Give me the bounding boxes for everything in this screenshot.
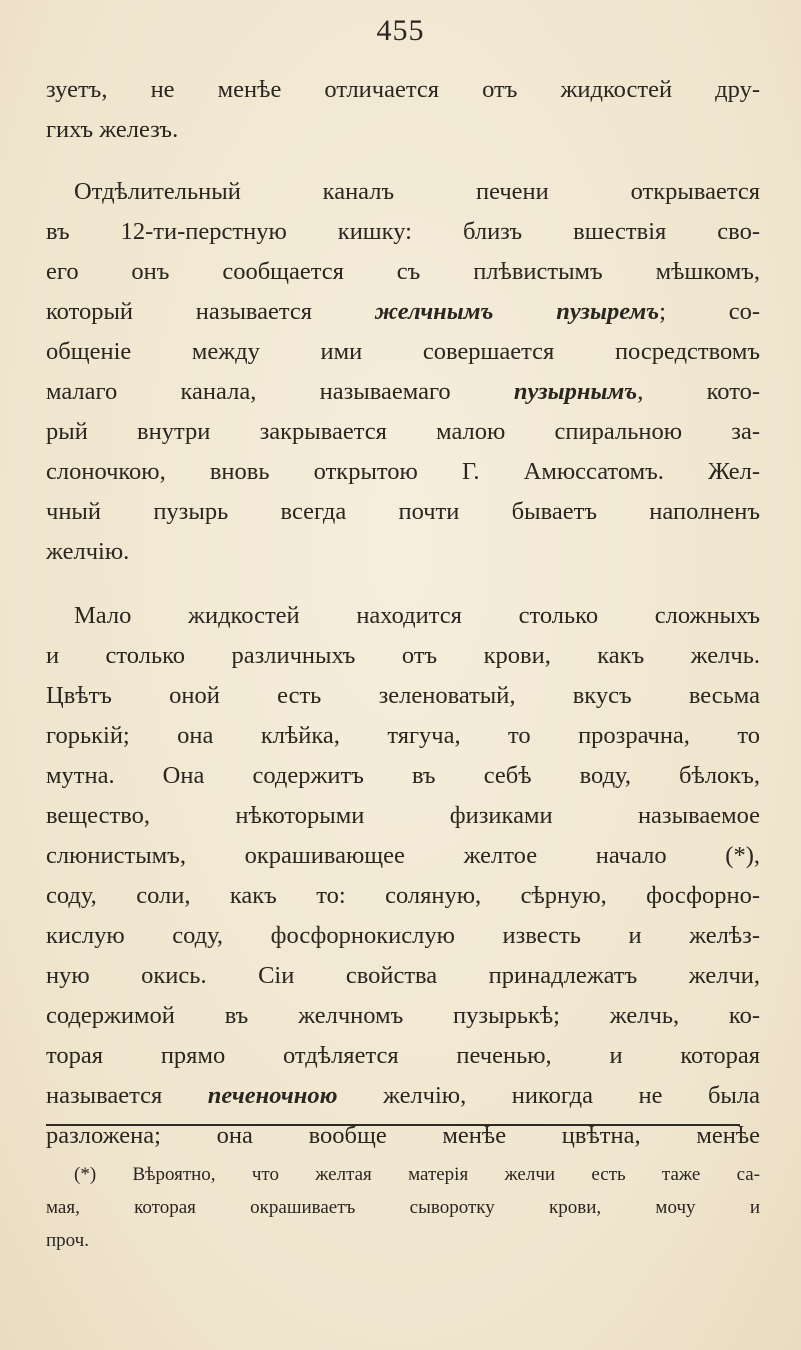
text-line: и столько различныхъ отъ крови, какъ желчь. <box>46 642 760 669</box>
footnote <box>46 1158 760 1257</box>
text-line: рый внутри закрывается малою спиральною за- <box>46 418 760 445</box>
italic-term: пузырнымъ <box>513 378 638 405</box>
paragraph <box>46 70 760 150</box>
paragraph <box>46 172 760 572</box>
page-number: 455 <box>376 14 425 47</box>
text-line: общеніе между ими совершается посредствомъ <box>46 338 760 365</box>
paragraph <box>46 596 760 1156</box>
text-line: называется печеночною желчію, никогда не была <box>46 1082 760 1109</box>
text-line: малаго канала, называемаго пузырнымъ, кото- <box>46 378 760 405</box>
text-line: зуетъ, не менѣе отличается отъ жидкостей дру- <box>46 76 760 103</box>
text-line: слоночкою, вновь открытою Г. Амюссатомъ. Жел- <box>46 458 760 485</box>
footnote-line: (*) Вѣроятно, что желтая матерія желчи есть таже са- <box>74 1164 760 1185</box>
footnote-divider <box>46 1124 740 1126</box>
text-line: Цвѣтъ оной есть зеленоватый, вкусъ весьма <box>46 682 760 709</box>
text-line: который называется желчнымъ пузыремъ; со- <box>46 298 760 325</box>
text-line: кислую соду, фосфорнокислую известь и желѣз- <box>46 922 760 949</box>
text-line: разложена; она вообще менѣе цвѣтна, менѣе <box>46 1122 760 1149</box>
text-line: содержимой въ желчномъ пузырькѣ; желчь, ко- <box>46 1002 760 1029</box>
italic-term: печеночною <box>207 1082 338 1109</box>
text-line: мутна. Она содержитъ въ себѣ воду, бѣлокъ, <box>46 762 760 789</box>
text-line: горькій; она клѣйка, тягуча, то прозрачна, то <box>46 722 760 749</box>
text-line: соду, соли, какъ то: соляную, сѣрную, фосфорно- <box>46 882 760 909</box>
text-line: вещество, нѣкоторыми физиками называемое <box>46 802 760 829</box>
text-line: ную окись. Сіи свойства принадлежатъ желчи, <box>46 962 760 989</box>
text-line: торая прямо отдѣляется печенью, и которая <box>46 1042 760 1069</box>
text-line: Мало жидкостей находится столько сложныхъ <box>74 602 760 629</box>
text-line: желчію. <box>46 538 130 565</box>
text-line: чный пузырь всегда почти бываетъ наполненъ <box>46 498 760 525</box>
footnote-line: мая, которая окрашиваетъ сыворотку крови, мочу и <box>46 1197 760 1218</box>
text-line: гихъ железъ. <box>46 116 179 143</box>
footnote-line: проч. <box>46 1230 89 1251</box>
text-line: слюнистымъ, окрашивающее желтое начало (*), <box>46 842 760 869</box>
text-line: въ 12-ти-перстную кишку: близъ вшествія сво- <box>46 218 760 245</box>
italic-term: желчнымъ пузыремъ <box>374 298 660 325</box>
main-text <box>46 70 760 1156</box>
text-line: Отдѣлительный каналъ печени открывается <box>74 178 760 205</box>
text-line: его онъ сообщается съ плѣвистымъ мѣшкомъ, <box>46 258 760 285</box>
